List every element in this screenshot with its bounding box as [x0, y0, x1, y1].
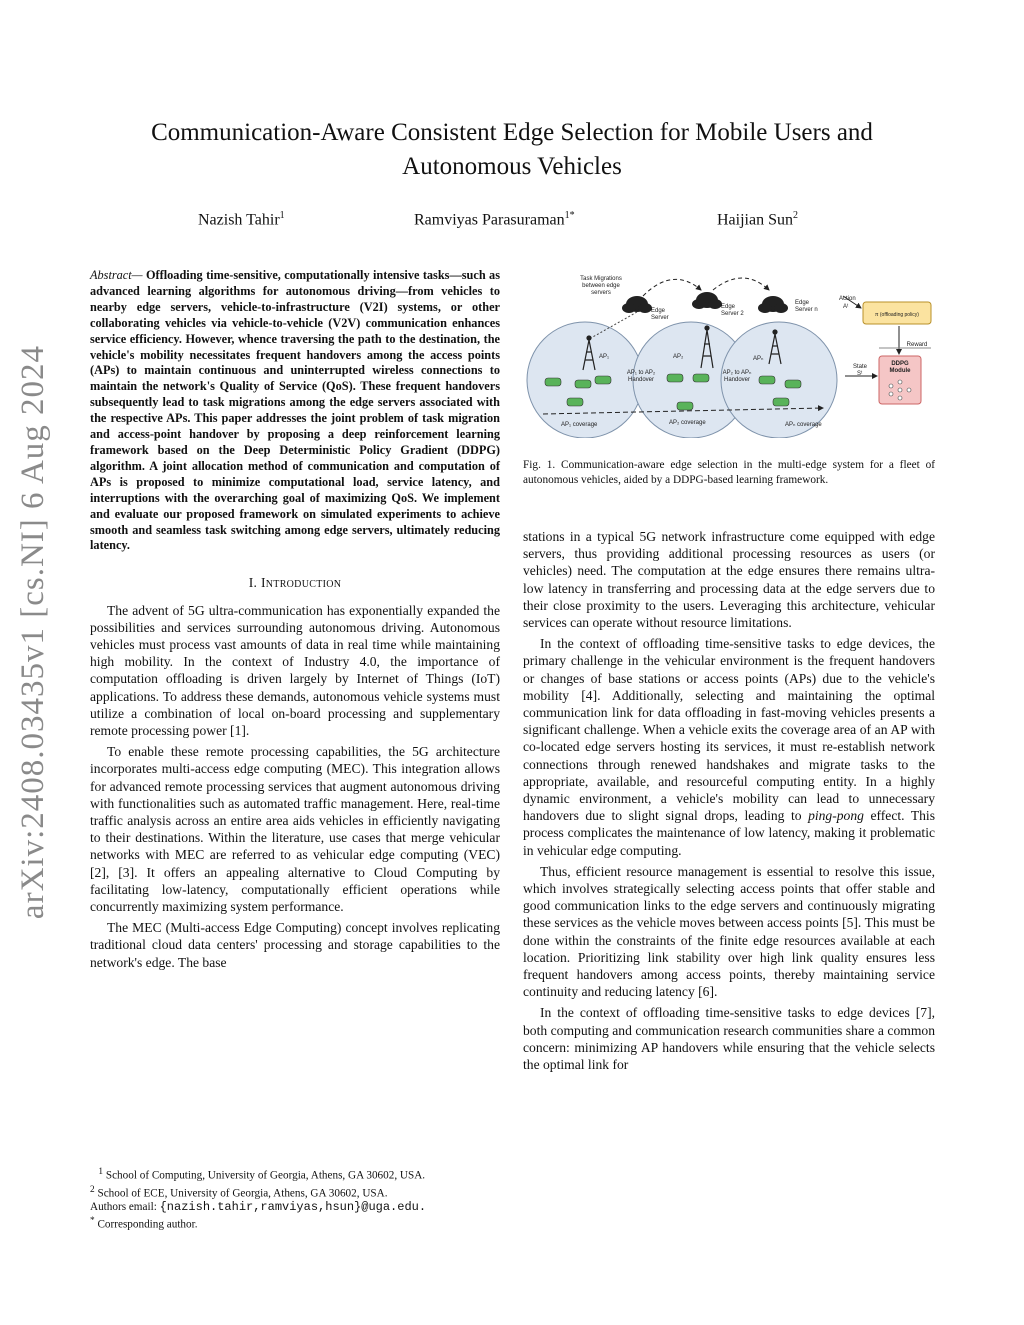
- cloud-icon: [692, 292, 722, 309]
- abstract: [90, 268, 500, 554]
- migration-arrow-1: [643, 279, 701, 296]
- author-1-name: Nazish Tahir: [198, 211, 280, 229]
- corresponding-note: * Corresponding author.: [90, 1216, 198, 1232]
- paper-title: Communication-Aware Consistent Edge Selection for Mobile Users and Autonomous Vehicles: [151, 119, 873, 180]
- intro-paragraph-2: To enable these remote processing capabilities, the 5G architecture incorporates multi-access edge computing (MEC). This integration allows for advanced remote processing services that augment autonomous driving with functionalities such as automated traffic management. Here, real-time traffic analysis across an entire area aids vehicles in efficiently navigating to their destinations. Within the literature, use cases that merge vehicular networks with MEC are referred to as vehicular edge computing (VEC) [2], [3]. It offers an appealing alternative to Cloud Computing by facilitating low-latency, computationally efficient operations while concurrently maximizing system performance.: [90, 744, 500, 914]
- footnote-1: $^1$ School of Computing, University of Georgia, Athens, GA 30602, USA.: [98, 1167, 426, 1182]
- right-paragraph-3: Thus, efficient resource management is essential to resolve this issue, which involves strategically selecting access points that offer stable and good communication links to the edge servers and continuously migrating these services as the vehicle moves between access points [5]. This must be done within the constraints of the finite edge resources available at each location. Prioritizing link stability over high link quality ensures less frequent handovers among access points, thereby maintaining service continuity and reducing latency [6].: [523, 863, 935, 1000]
- fig-label-apn-coverage: APₙ coverage: [785, 422, 822, 428]
- right-paragraph-2-text: In the context of offloading time-sensitive tasks to edge devices, the primary challenge in the vehicular environment is the frequent handovers or changes of base stations or access points (APs) due to the vehicle's mobility [4]. Additionally, selecting and maintaining the optimal communication link for data offloading in fast-moving vehicles presents a significant challenge. When a vehicle exits the coverage area of an AP with co-located edge servers hosting its services, it must re-establish network connections through renewed handshakes and migrate tasks to the appropriate, available, and resourceful computing entity. In a highly dynamic environment, a vehicle's mobility can lead to unnecessary handovers due to slight signal drops, leading to: [523, 636, 935, 824]
- figure-caption: Fig. 1. Communication-aware edge selection in the multi-edge system for a fleet of autonomous vehicles, aided by a DDPG-based learning framework.: [523, 459, 935, 486]
- fig-label-reward: Reward: [906, 342, 928, 348]
- fig-label-policy: π (offloading policy): [875, 312, 919, 318]
- author-1-affiliation: 1: [279, 210, 285, 221]
- car-icon: [693, 374, 709, 382]
- footnote-2-text: School of ECE, University of Georgia, Athens, GA 30602, USA.: [97, 1187, 388, 1200]
- fig-label-task-migrations-1: Task Migrations: [580, 276, 622, 282]
- car-icon: [575, 380, 591, 388]
- intro-paragraph-1: The advent of 5G ultra-communication has exponentially expanded the possibilities and services surrounding autonomous driving. Autonomous vehicles must process vast amounts of data in real time while maintaining high mobility. In the context of Industry 4.0, the importance of computation offloading is driven largely by Internet of Things (IoT) applications. To address these demands, autonomous vehicle systems must utilize a combination of local on-board processing and supplementary remote processing power [1].: [90, 602, 500, 738]
- fig-label-handover-2b: Handover: [723, 377, 751, 383]
- right-paragraph-4: In the context of offloading time-sensitive tasks to edge devices [7], both computing and communication research communities share a common concern: minimizing AP handovers while ensuring that the vehicle selects the optimal link for: [523, 1005, 935, 1073]
- author-2-affiliation: 1*: [564, 210, 575, 221]
- author-2-name: Ramviyas Parasuraman: [414, 211, 565, 229]
- section-number: I.: [248, 575, 261, 591]
- fig-label-task-migrations-2: between edge: [582, 283, 620, 289]
- right-paragraph-1: stations in a typical 5G network infrastructure come equipped with edge servers, thus providing additional processing resources as users (or vehicles) need. The computation at the edge ensures there remains ultra-low latency in transferring and processing data at the edge servers due to their close proximity to the users. Leveraging this architecture, vehicular services can operate without resource limitations.: [523, 529, 935, 631]
- author-1: [198, 210, 285, 229]
- fig-label-apn: APₙ: [753, 356, 764, 362]
- figure-1: [523, 268, 935, 438]
- fig-label-ap1: AP₁: [599, 354, 610, 360]
- fig-label-edge-server-1a: Edge: [651, 308, 666, 314]
- footnote-1-text: School of Computing, University of Georgia, Athens, GA 30602, USA.: [105, 1169, 426, 1182]
- author-3-affiliation: 2: [793, 210, 798, 221]
- fig-label-state: State: [853, 364, 868, 370]
- left-column: [90, 268, 500, 975]
- fig-label-edge-server-na: Edge: [795, 300, 810, 306]
- fig-label-task-migrations-3: servers: [591, 290, 611, 296]
- right-paragraph-2-tail: effect. This process complicates the maintenance of low latency, making it problematic in vehicular edge computing.: [523, 808, 935, 858]
- migration-arrow-2: [713, 278, 769, 290]
- intro-paragraph-3: The MEC (Multi-access Edge Computing) concept involves replicating traditional cloud data centers' processing and storage capabilities to the network's edge. The base: [90, 920, 500, 970]
- car-icon: [785, 380, 801, 388]
- abstract-text: Offloading time-sensitive, computationally intensive tasks—such as advanced learning algorithms for autonomous driving—from vehicles to nearby edge servers, vehicle-to-infrastructure (V2I) systems, or other collaborating vehicles via vehicle-to-vehicle (V2V) communication enhances service efficiency. However, whence traversing the path to the destination, the vehicle's mobility necessitates frequent handovers among the access points (APs) to maintain continuous and uninterrupted wireless connections to maintain the network's Quality of Service (QoS). These frequent handovers subsequently lead to task migrations among the edge servers associated with the respective APs. This paper addresses the joint problem of task migration and access-point handover by proposing a deep reinforcement learning framework based on the Deep Deterministic Policy Gradient (DDPG) algorithm. A joint allocation method of communication and computation of APs is proposed to minimize computational load, service latency, and interruptions with the overarching goal of maximizing QoS. We implement and evaluate our proposed framework on simulated experiments to achieve smooth and seamless task switching among edge servers, ultimately reducing latency.: [90, 268, 500, 553]
- car-icon: [667, 374, 683, 382]
- abstract-lead: Abstract—: [90, 268, 143, 282]
- section-heading-introduction: [90, 574, 500, 591]
- fig-label-handover-1a: AP₁ to AP₂: [626, 370, 656, 376]
- fig-label-ap1-coverage: AP₁ coverage: [561, 422, 598, 428]
- fig-label-state-symbol: Sᵗ: [857, 371, 863, 377]
- car-icon: [677, 402, 693, 410]
- author-2: [414, 210, 575, 229]
- author-email: [90, 1200, 500, 1214]
- author-3: [717, 210, 798, 229]
- email-address: {nazish.tahir,ramviyas,hsun}@uga.edu.: [159, 1200, 427, 1215]
- right-column: [523, 528, 935, 1077]
- fig-label-handover-2a: AP₂ to APₙ: [722, 370, 752, 376]
- fig-label-edge-server-2b: Server 2: [721, 311, 744, 317]
- fig-label-action: Action: [839, 296, 856, 302]
- ping-pong-term: ping-pong: [808, 808, 864, 824]
- car-icon: [759, 376, 775, 384]
- car-icon: [545, 378, 561, 386]
- fig-label-ap2: AP₂: [673, 354, 684, 360]
- corresponding-text: Corresponding author.: [97, 1219, 198, 1232]
- footnotes: [90, 1165, 500, 1232]
- author-3-name: Haijian Sun: [717, 211, 793, 229]
- section-name: Introduction: [260, 575, 342, 591]
- car-icon: [773, 398, 789, 406]
- fig-label-ddpg-2: Module: [889, 368, 911, 374]
- cloud-icon: [622, 296, 652, 313]
- fig-label-ap2-coverage: AP₂ coverage: [669, 420, 706, 426]
- cloud-icon: [758, 296, 788, 313]
- fig-label-action-symbol: Aᵗ: [843, 304, 849, 310]
- fig-label-edge-server-1b: Server: [651, 315, 669, 321]
- footnote-2: $^2$ School of ECE, University of Georgia, Athens, GA 30602, USA.: [90, 1184, 388, 1200]
- arxiv-identifier: arXiv:2408.03435v1 [cs.NI] 6 Aug 2024: [15, 344, 51, 920]
- fig-label-edge-server-nb: Server n: [795, 307, 818, 313]
- fig-label-handover-1b: Handover: [627, 377, 655, 383]
- right-paragraph-2: [523, 635, 935, 859]
- fig-label-edge-server-2a: Edge: [721, 304, 736, 310]
- fig-label-ddpg-1: DDPG: [891, 361, 909, 367]
- car-icon: [567, 398, 583, 406]
- edge-selection-diagram: [523, 268, 935, 438]
- author-list: [0, 210, 1024, 234]
- car-icon: [595, 376, 611, 384]
- email-label: Authors email:: [90, 1201, 160, 1214]
